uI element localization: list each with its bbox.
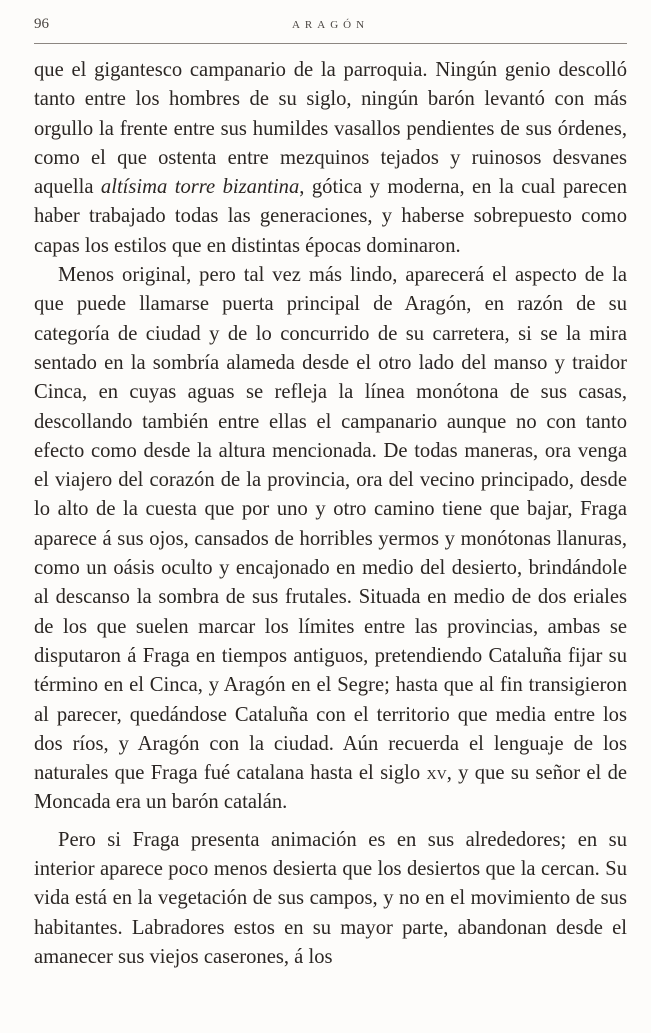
paragraph-2-century: xv xyxy=(426,762,447,785)
paragraph-2-text-a: Menos original, pero tal vez más lindo, aparecerá el aspecto de la que puede llamarse puerta principal de Aragón, en razón de su categoría de ciudad y de lo concurrido de su carretera, si se la mira sentado en la sombría alameda desde el otro lado del manso y traidor Cinca, en cuyas aguas se refleja la línea monótona de sus casas, descollando también entre ellas el campanario aunque no con tanto efecto como desde la altura mencionada. De todas maneras, ora venga el viajero del corazón de la provincia, ora del vecino principado, desde lo alto de la cuesta que por uno y otro camino tiene que bajar, Fraga aparece á sus ojos, cansados de horribles yermos y monótonas llanuras, como un oásis oculto y encajonado en medio del desierto, brindándole al descanso la sombra de sus frutales. Situada en medio de dos eriales de los que suelen marcar los límites entre las provincias, ambas se disputaron á Fraga en tiempos antiguos, pretendiendo Cataluña fijar su término en el Cinca, y Aragón en el Segre; hasta que al fin transigieron al parecer, quedándose Cataluña con el territorio que media entre los dos ríos, y Aragón con la ciudad. Aún recuerda el lenguaje de los naturales que Fraga fué catalana hasta el siglo xyxy=(34,264,627,785)
paragraph-2 xyxy=(34,261,627,818)
page-number: 96 xyxy=(34,16,49,32)
paragraph-1-italic: altísima torre bizantina xyxy=(100,176,300,199)
paragraph-1 xyxy=(34,56,627,261)
paragraph-3: Pero si Fraga presenta animación es en sus alrededores; en su interior aparece poco menos desierta que los desiertos que la cercan. Su vida está en la vegetación de sus campos, y no en el movimiento de sus habitantes. Labradores estos en su mayor parte, abandonan desde el amanecer sus viejos caserones, á los xyxy=(34,828,627,968)
paragraph-1-text-a: que el gigantesco campanario de la parroquia. Ningún genio descolló tanto entre los hombres de su siglo, ningún barón levantó con más orgullo la frente entre sus humildes vasallos pendientes de sus órdenes, como el que ostenta entre mezquinos tejados y ruinosos desvanes aquella xyxy=(34,59,627,199)
running-head xyxy=(34,14,627,40)
paragraph-1-text-b: , gótica y moderna, en la cual parecen haber trabajado todas las generaciones, y haberse sobrepuesto como capas los estilos que en distintas épocas dominaron. xyxy=(34,176,628,257)
paragraph-2-text-b: , y que su señor el de Moncada era un barón catalán. xyxy=(34,762,628,814)
header-rule xyxy=(34,43,627,44)
body-text xyxy=(34,56,627,972)
running-title: ARAGÓN xyxy=(291,19,370,31)
